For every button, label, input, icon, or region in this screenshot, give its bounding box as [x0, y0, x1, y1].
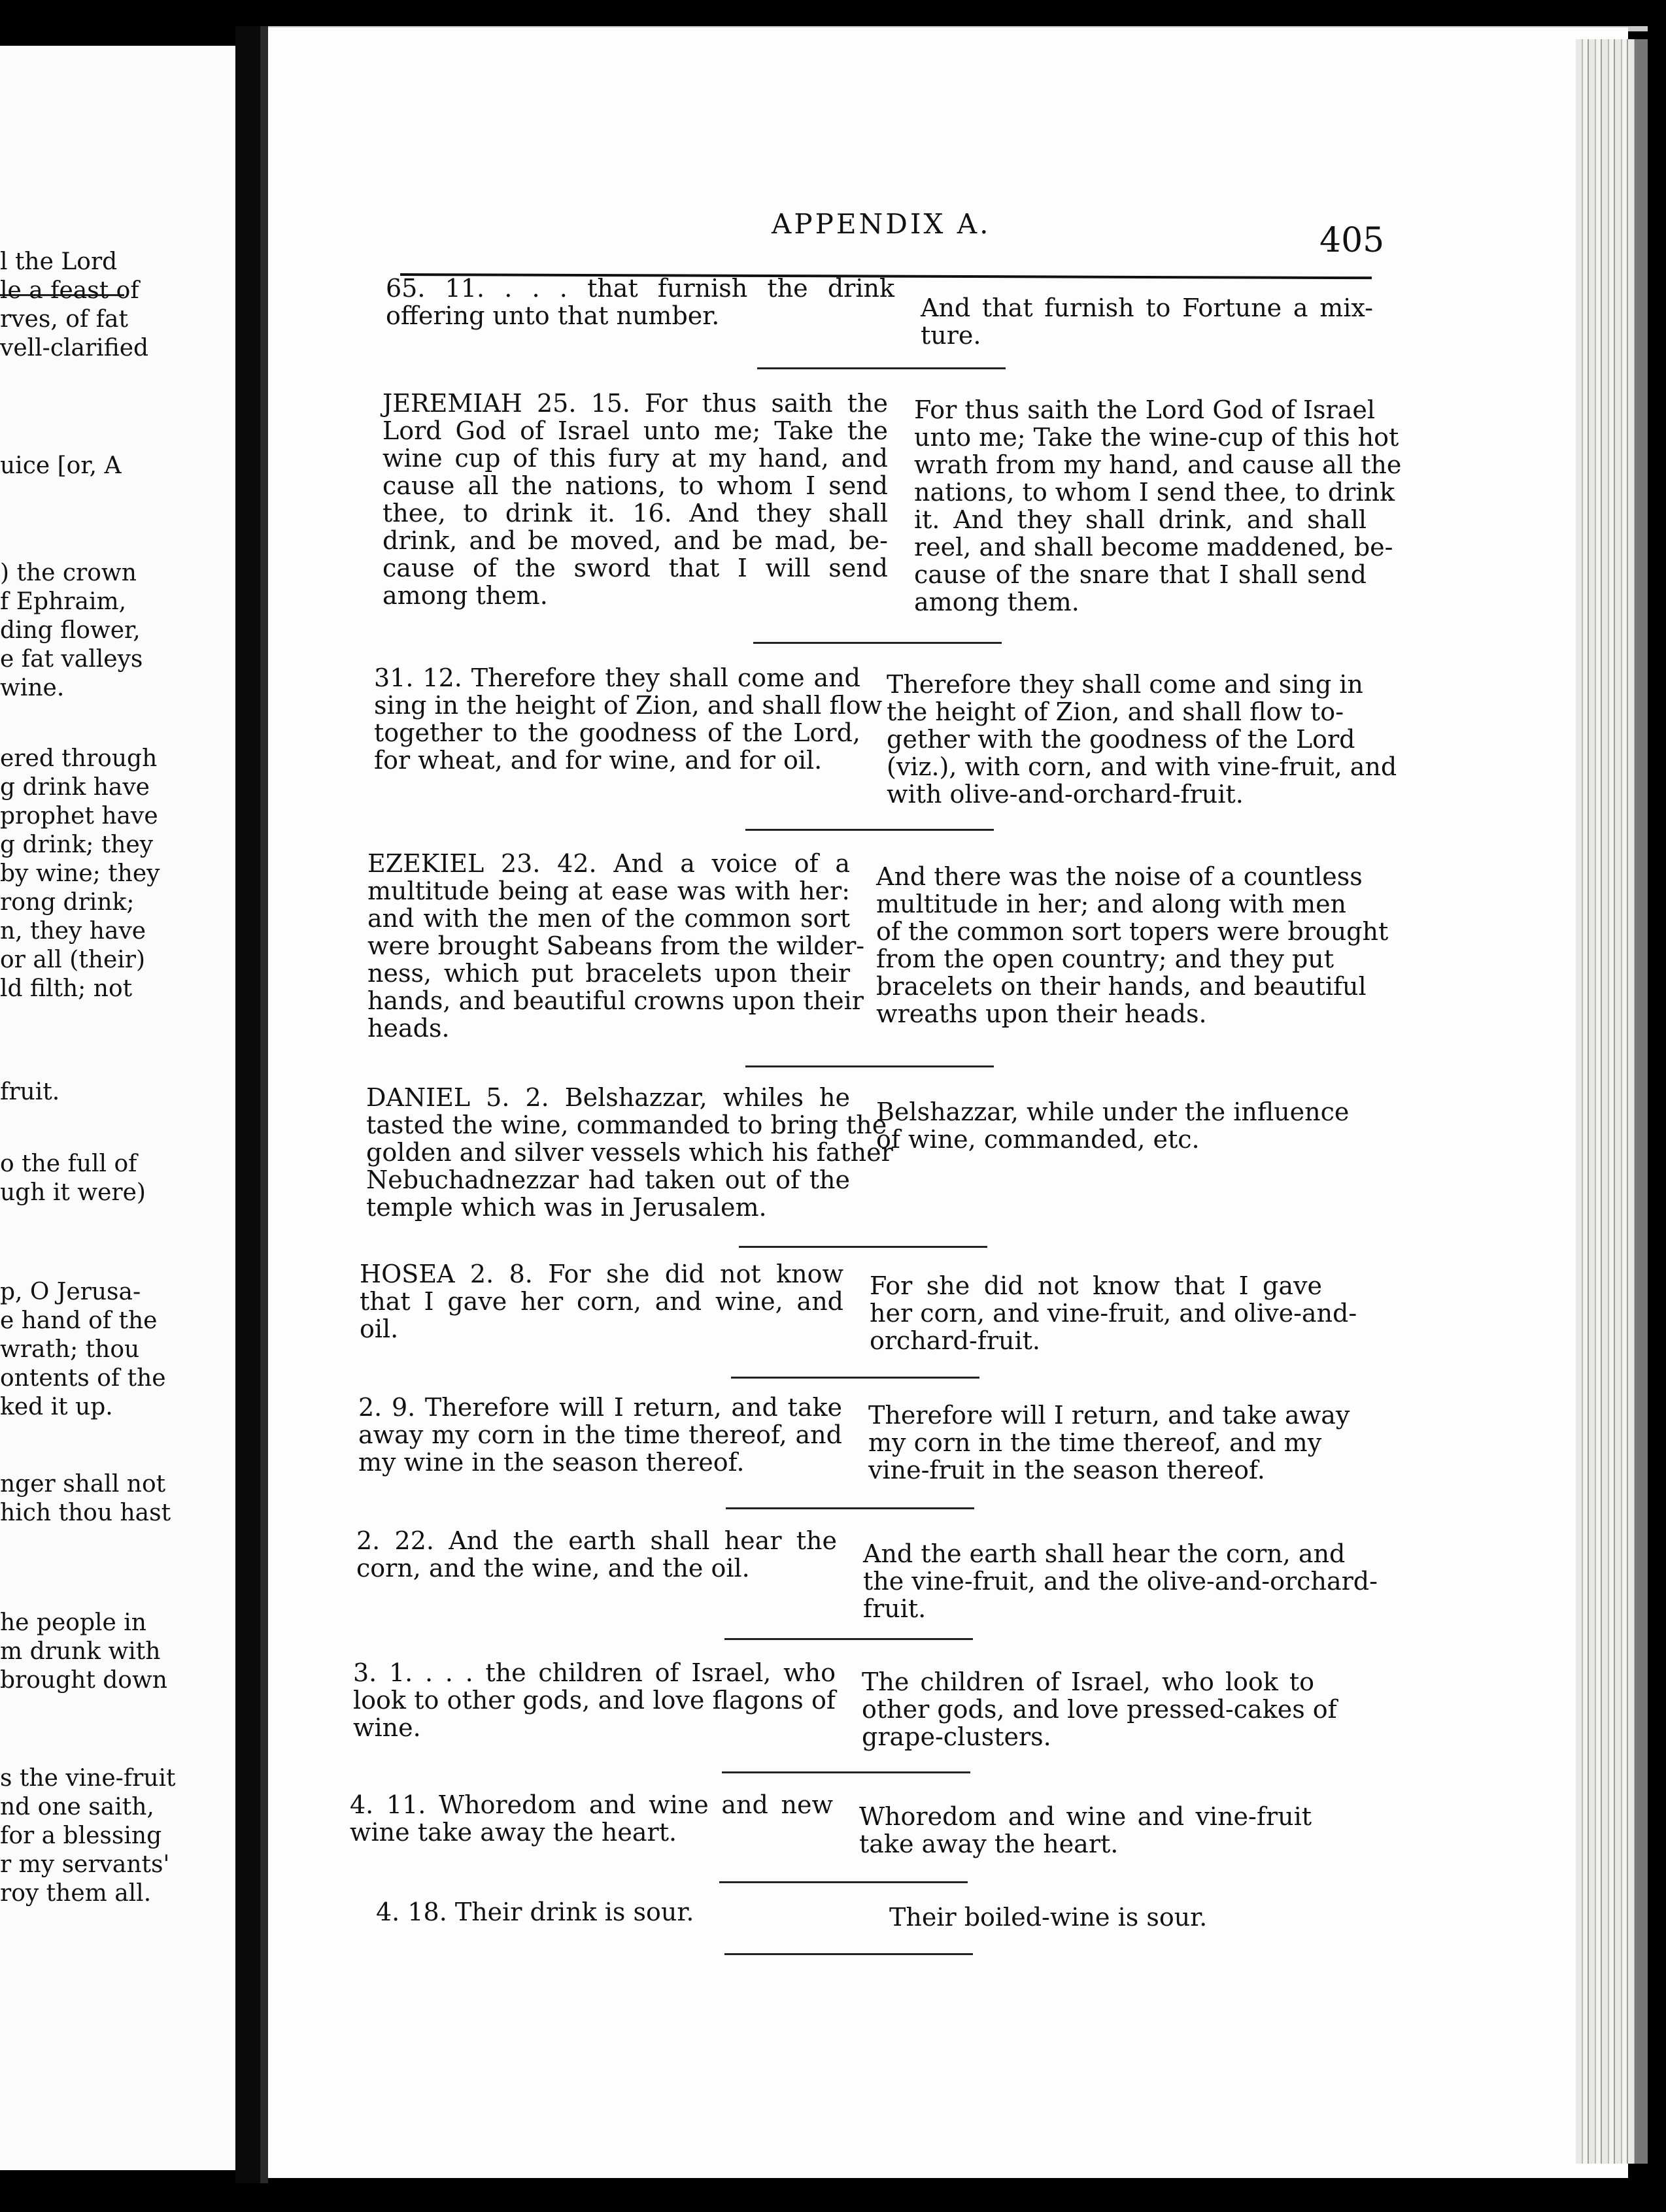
left-page-line: ugh it were) — [0, 1179, 146, 1206]
text-line: And there was the noise of a countless — [876, 862, 1363, 891]
text-line: bracelets on their hands, and beautiful — [876, 972, 1367, 1001]
text-line: drink, and be moved, and be mad, be- — [382, 526, 888, 555]
left-page-line: e fat valleys — [0, 646, 143, 673]
authorized-version-text — [366, 1083, 893, 1222]
revised-translation-text — [876, 862, 1389, 1028]
text-line: among them. — [914, 588, 1080, 616]
text-line: grape-clusters. — [862, 1722, 1051, 1751]
left-page-line: rong drink; — [0, 889, 135, 916]
text-line: JEREMIAH 25. 15. For thus saith the — [382, 389, 888, 418]
text-line: Whoredom and wine and vine-fruit — [859, 1802, 1312, 1831]
left-page-line: ding flower, — [0, 617, 141, 644]
text-line: 4. 11. Whoredom and wine and new — [350, 1790, 833, 1819]
text-line: (viz.), with corn, and with vine-fruit, and — [887, 752, 1397, 781]
gutter-edge — [260, 26, 268, 2183]
left-page-line: ld filth; not — [0, 975, 133, 1002]
running-head: APPENDIX A. — [772, 208, 991, 240]
left-page-line: e hand of the — [0, 1307, 158, 1334]
left-page-line: o the full of — [0, 1150, 137, 1177]
left-page-line: wrath; thou — [0, 1336, 140, 1363]
authorized-version-text — [350, 1791, 833, 1846]
revised-translation-text — [859, 1803, 1312, 1858]
text-line: it. And they shall drink, and shall — [914, 505, 1367, 534]
text-line: among them. — [382, 581, 548, 610]
text-line: DANIEL 5. 2. Belshazzar, whiles he — [366, 1083, 850, 1112]
text-line: thee, to drink it. 16. And they shall — [382, 499, 888, 528]
text-line: 31. 12. Therefore they shall come and — [374, 663, 860, 692]
left-page-line: prophet have — [0, 803, 158, 830]
page-edges-shadow — [1635, 39, 1648, 2164]
text-line: Their boiled-wine is sour. — [889, 1903, 1208, 1932]
text-line: the vine-fruit, and the olive-and-orchard- — [863, 1567, 1378, 1596]
text-line: vine-fruit in the season thereof. — [868, 1456, 1265, 1484]
left-page-line: for a blessing — [0, 1822, 162, 1849]
left-page-line: n, they have — [0, 918, 146, 945]
left-page-line: vell-clarified — [0, 335, 149, 361]
text-line: of the common sort topers were brought — [876, 917, 1389, 946]
text-line: temple which was in Jerusalem. — [366, 1193, 767, 1222]
authorized-version-text — [367, 849, 865, 1043]
left-page-line: roy them all. — [0, 1880, 152, 1907]
text-line: wine take away the heart. — [350, 1818, 677, 1847]
left-page-line: g drink have — [0, 774, 150, 801]
left-page-line: hich thou hast — [0, 1500, 171, 1526]
authorized-version-text — [376, 1898, 863, 1926]
text-line: my wine in the season thereof. — [358, 1448, 745, 1477]
left-page-line: ked it up. — [0, 1394, 113, 1420]
text-line: hands, and beautiful crowns upon their — [367, 986, 864, 1015]
text-line: the height of Zion, and shall flow to- — [887, 697, 1344, 726]
text-line: cause all the nations, to whom I send — [382, 471, 888, 500]
entry-divider — [731, 1377, 979, 1379]
text-line: look to other gods, and love flagons of — [353, 1686, 836, 1715]
left-page-line: he people in — [0, 1609, 146, 1636]
text-line: offering unto that number. — [386, 301, 720, 330]
text-line: my corn in the time thereof, and my — [868, 1428, 1322, 1457]
text-line: her corn, and vine-fruit, and olive-and- — [870, 1299, 1357, 1328]
left-facing-page — [0, 46, 235, 2170]
text-line: 4. 18. Their drink is sour. — [376, 1898, 694, 1926]
entry-divider — [753, 642, 1002, 644]
text-line: that I gave her corn, and wine, and — [360, 1287, 843, 1316]
left-page-line: uice [or, A — [0, 452, 122, 479]
text-line: gether with the goodness of the Lord — [887, 725, 1355, 754]
text-line: sing in the height of Zion, and shall flow — [374, 691, 883, 720]
entry-divider — [757, 367, 1006, 369]
text-line: of wine, commanded, etc. — [876, 1125, 1200, 1154]
revised-translation-text — [870, 1271, 1357, 1355]
authorized-version-text — [360, 1260, 843, 1343]
text-line: HOSEA 2. 8. For she did not know — [360, 1260, 843, 1288]
text-line: For thus saith the Lord God of Israel — [914, 395, 1375, 424]
left-page-line: ontents of the — [0, 1365, 166, 1392]
text-line: orchard-fruit. — [870, 1326, 1040, 1355]
revised-translation-text — [921, 294, 1373, 349]
left-page-line: brought down — [0, 1667, 167, 1694]
authorized-version-text — [356, 1527, 837, 1582]
text-line: other gods, and love pressed-cakes of — [862, 1695, 1337, 1724]
text-line: take away the heart. — [859, 1830, 1119, 1858]
authorized-version-text — [382, 390, 888, 609]
left-page-line: nd one saith, — [0, 1794, 154, 1820]
authorized-version-text — [353, 1659, 836, 1741]
page-number: 405 — [1319, 221, 1385, 260]
text-line: wine. — [353, 1713, 421, 1742]
text-line: for wheat, and for wine, and for oil. — [374, 746, 823, 775]
text-line: cause of the sword that I will send — [382, 554, 888, 582]
entry-divider — [739, 1246, 987, 1248]
text-line: oil. — [360, 1315, 399, 1343]
authorized-version-text — [358, 1394, 842, 1476]
text-line: unto me; Take the wine-cup of this hot — [914, 423, 1399, 452]
text-line: Belshazzar, while under the influence — [876, 1098, 1350, 1126]
text-line: away my corn in the time thereof, and — [358, 1420, 842, 1449]
text-line: nations, to whom I send thee, to drink — [914, 478, 1395, 507]
left-page-line: wine. — [0, 675, 65, 701]
left-page-line: ered through — [0, 745, 158, 772]
entry-divider — [724, 1638, 973, 1640]
text-line: heads. — [367, 1014, 450, 1043]
left-page-line: s the vine-fruit — [0, 1765, 176, 1792]
revised-translation-text — [914, 395, 1402, 616]
authorized-version-text — [386, 275, 894, 329]
text-line: wreaths upon their heads. — [876, 999, 1207, 1028]
text-line: tasted the wine, commanded to bring the — [366, 1111, 887, 1139]
left-page-line: le a feast of — [0, 277, 139, 304]
text-line: Therefore they shall come and sing in — [887, 670, 1363, 699]
text-line: wine cup of this fury at my hand, and — [382, 444, 888, 473]
text-line: Lord God of Israel unto me; Take the — [382, 416, 888, 445]
text-line: 3. 1. . . . the children of Israel, who — [353, 1658, 836, 1687]
revised-translation-text — [887, 670, 1397, 809]
revised-translation-text — [889, 1903, 1342, 1931]
left-page-line: or all (their) — [0, 947, 146, 973]
text-line: fruit. — [863, 1594, 926, 1623]
text-line: And the earth shall hear the corn, and — [863, 1539, 1346, 1568]
left-page-line: rves, of fat — [0, 306, 128, 333]
text-line: were brought Sabeans from the wilder- — [367, 931, 865, 960]
text-line: corn, and the wine, and the oil. — [356, 1554, 750, 1583]
revised-translation-text — [863, 1539, 1378, 1623]
entry-divider — [745, 829, 994, 831]
left-page-line: r my servants' — [0, 1851, 170, 1878]
text-line: multitude in her; and along with men — [876, 890, 1347, 918]
left-page-line: fruit. — [0, 1079, 60, 1105]
text-line: ness, which put bracelets upon their — [367, 959, 850, 988]
text-line: with olive-and-orchard-fruit. — [887, 780, 1244, 809]
revised-translation-text — [876, 1098, 1350, 1154]
revised-translation-text — [862, 1667, 1337, 1751]
left-page-line: p, O Jerusa- — [0, 1279, 141, 1305]
left-page-line: by wine; they — [0, 860, 160, 887]
entry-divider — [724, 1953, 973, 1955]
text-line: And that furnish to Fortune a mix- — [921, 293, 1373, 322]
left-page-line: g drink; they — [0, 831, 154, 858]
text-line: and with the men of the common sort — [367, 904, 850, 933]
text-line: from the open country; and they put — [876, 945, 1334, 973]
revised-translation-text — [868, 1401, 1350, 1484]
text-line: Nebuchadnezzar had taken out of the — [366, 1165, 850, 1194]
text-line: The children of Israel, who look to — [862, 1667, 1314, 1696]
text-line: ture. — [921, 321, 981, 350]
text-line: multitude being at ease was with her: — [367, 877, 850, 905]
entry-divider — [745, 1065, 994, 1067]
left-page-line: m drunk with — [0, 1638, 161, 1665]
left-page-line: l the Lord — [0, 248, 118, 275]
text-line: golden and silver vessels which his father — [366, 1138, 893, 1167]
authorized-version-text — [374, 663, 883, 775]
left-page-line: f Ephraim, — [0, 588, 127, 615]
entry-divider — [722, 1771, 970, 1773]
text-line: reel, and shall become maddened, be- — [914, 533, 1393, 561]
text-line: 2. 9. Therefore will I return, and take — [358, 1393, 842, 1422]
text-line: together to the goodness of the Lord, — [374, 718, 860, 747]
left-page-line: ) the crown — [0, 560, 137, 586]
text-line: wrath from my hand, and cause all the — [914, 450, 1402, 479]
text-line: EZEKIEL 23. 42. And a voice of a — [367, 849, 850, 878]
text-line: 65. 11. . . . that furnish the drink — [386, 274, 894, 303]
text-line: cause of the snare that I shall send — [914, 560, 1367, 589]
left-page-line: nger shall not — [0, 1471, 166, 1498]
text-line: Therefore will I return, and take away — [868, 1401, 1350, 1430]
entry-divider — [726, 1507, 974, 1509]
entry-divider — [719, 1881, 968, 1883]
text-line: 2. 22. And the earth shall hear the — [356, 1526, 837, 1555]
text-line: For she did not know that I gave — [870, 1271, 1322, 1300]
